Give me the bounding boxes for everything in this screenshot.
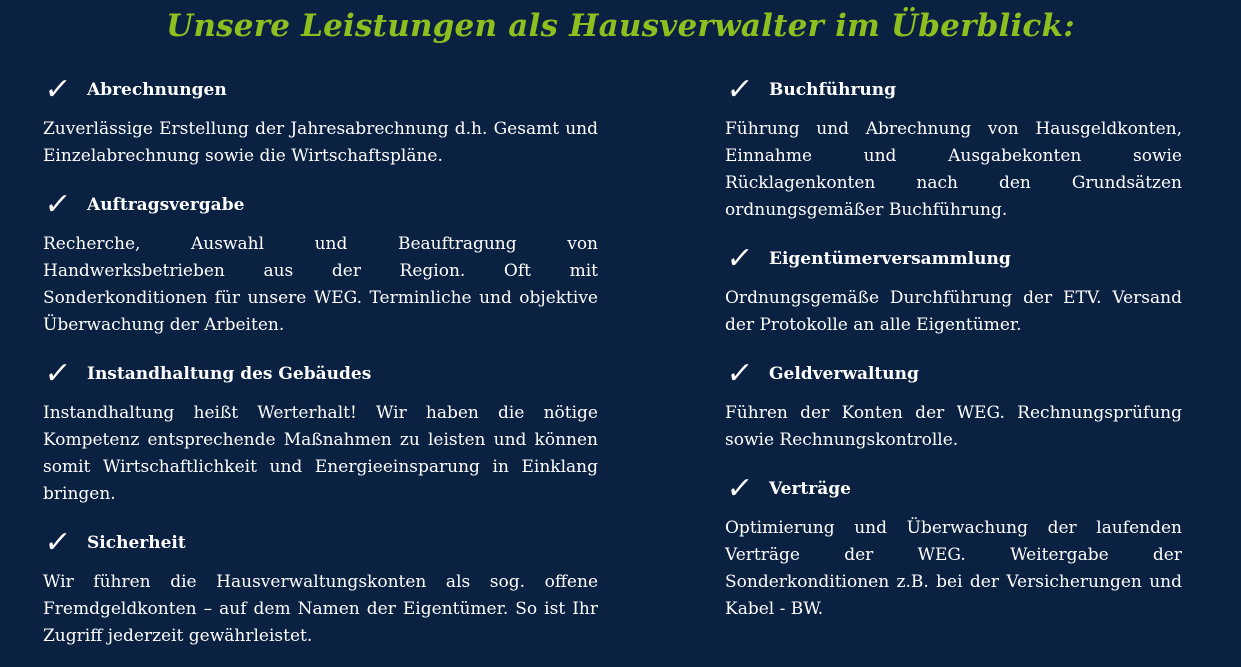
checkmark-icon: ✓ [42, 356, 73, 391]
service-header [725, 72, 1182, 108]
service-sicherheit [43, 525, 598, 650]
services-right-column [725, 72, 1182, 640]
service-header [725, 356, 1182, 392]
service-auftragsvergabe [43, 187, 598, 339]
service-header [725, 471, 1182, 507]
service-description: Recherche, Auswahl und Beauftragung von Handwerksbetrieben aus der Region. Oft mit Sonderkonditionen für unsere WEG. Terminliche und objektive Überwachung der Arbeiten. [43, 234, 598, 335]
service-eigentuemerversammlung [725, 241, 1182, 339]
service-description: Ordnungsgemäße Durchführung der ETV. Versand der Protokolle an alle Eigentümer. [725, 288, 1182, 335]
service-title: Auftragsvergabe [87, 195, 245, 215]
service-description: Führen der Konten der WEG. Rechnungsprüfung sowie Rechnungskontrolle. [725, 403, 1182, 450]
service-description: Führung und Abrechnung von Hausgeldkonten, Einnahme und Ausgabekonten sowie Rücklagenkonten nach den Grundsätzen ordnungsgemäßer Buchführung. [725, 119, 1182, 220]
service-header [43, 187, 598, 223]
service-title: Verträge [769, 479, 851, 499]
service-title: Abrechnungen [87, 80, 227, 100]
service-description: Instandhaltung heißt Werterhalt! Wir haben die nötige Kompetenz entsprechende Maßnahmen zu leisten und können somit Wirtschaftlichkeit und Energieeinsparung in Einklang bringen. [43, 403, 598, 504]
service-header [43, 356, 598, 392]
service-title: Instandhaltung des Gebäudes [87, 364, 372, 384]
service-vertraege [725, 471, 1182, 623]
service-buchfuehrung [725, 72, 1182, 224]
service-title: Geldverwaltung [769, 364, 919, 384]
service-title: Buchführung [769, 80, 897, 100]
checkmark-icon: ✓ [724, 471, 755, 506]
service-description: Optimierung und Überwachung der laufenden Verträge der WEG. Weitergabe der Sonderkonditionen z.B. bei der Versicherungen und Kabel - BW. [725, 518, 1182, 619]
checkmark-icon: ✓ [724, 356, 755, 391]
page-title: Unsere Leistungen als Hausverwalter im Überblick: [166, 8, 1075, 44]
checkmark-icon: ✓ [42, 72, 73, 107]
service-title: Sicherheit [87, 533, 186, 553]
service-abrechnungen [43, 72, 598, 170]
service-title: Eigentümerversammlung [769, 249, 1011, 269]
service-header [43, 525, 598, 561]
service-header [725, 241, 1182, 277]
checkmark-icon: ✓ [42, 187, 73, 222]
service-description: Zuverlässige Erstellung der Jahresabrechnung d.h. Gesamt und Einzelabrechnung sowie die Wirtschaftspläne. [43, 119, 598, 166]
checkmark-icon: ✓ [724, 72, 755, 107]
service-instandhaltung [43, 356, 598, 508]
service-geldverwaltung [725, 356, 1182, 454]
service-header [43, 72, 598, 108]
checkmark-icon: ✓ [724, 241, 755, 276]
services-left-column [43, 72, 598, 667]
checkmark-icon: ✓ [42, 525, 73, 560]
service-description: Wir führen die Hausverwaltungskonten als sog. offene Fremdgeldkonten – auf dem Namen der Eigentümer. So ist Ihr Zugriff jederzeit gewährleistet. [43, 572, 598, 646]
